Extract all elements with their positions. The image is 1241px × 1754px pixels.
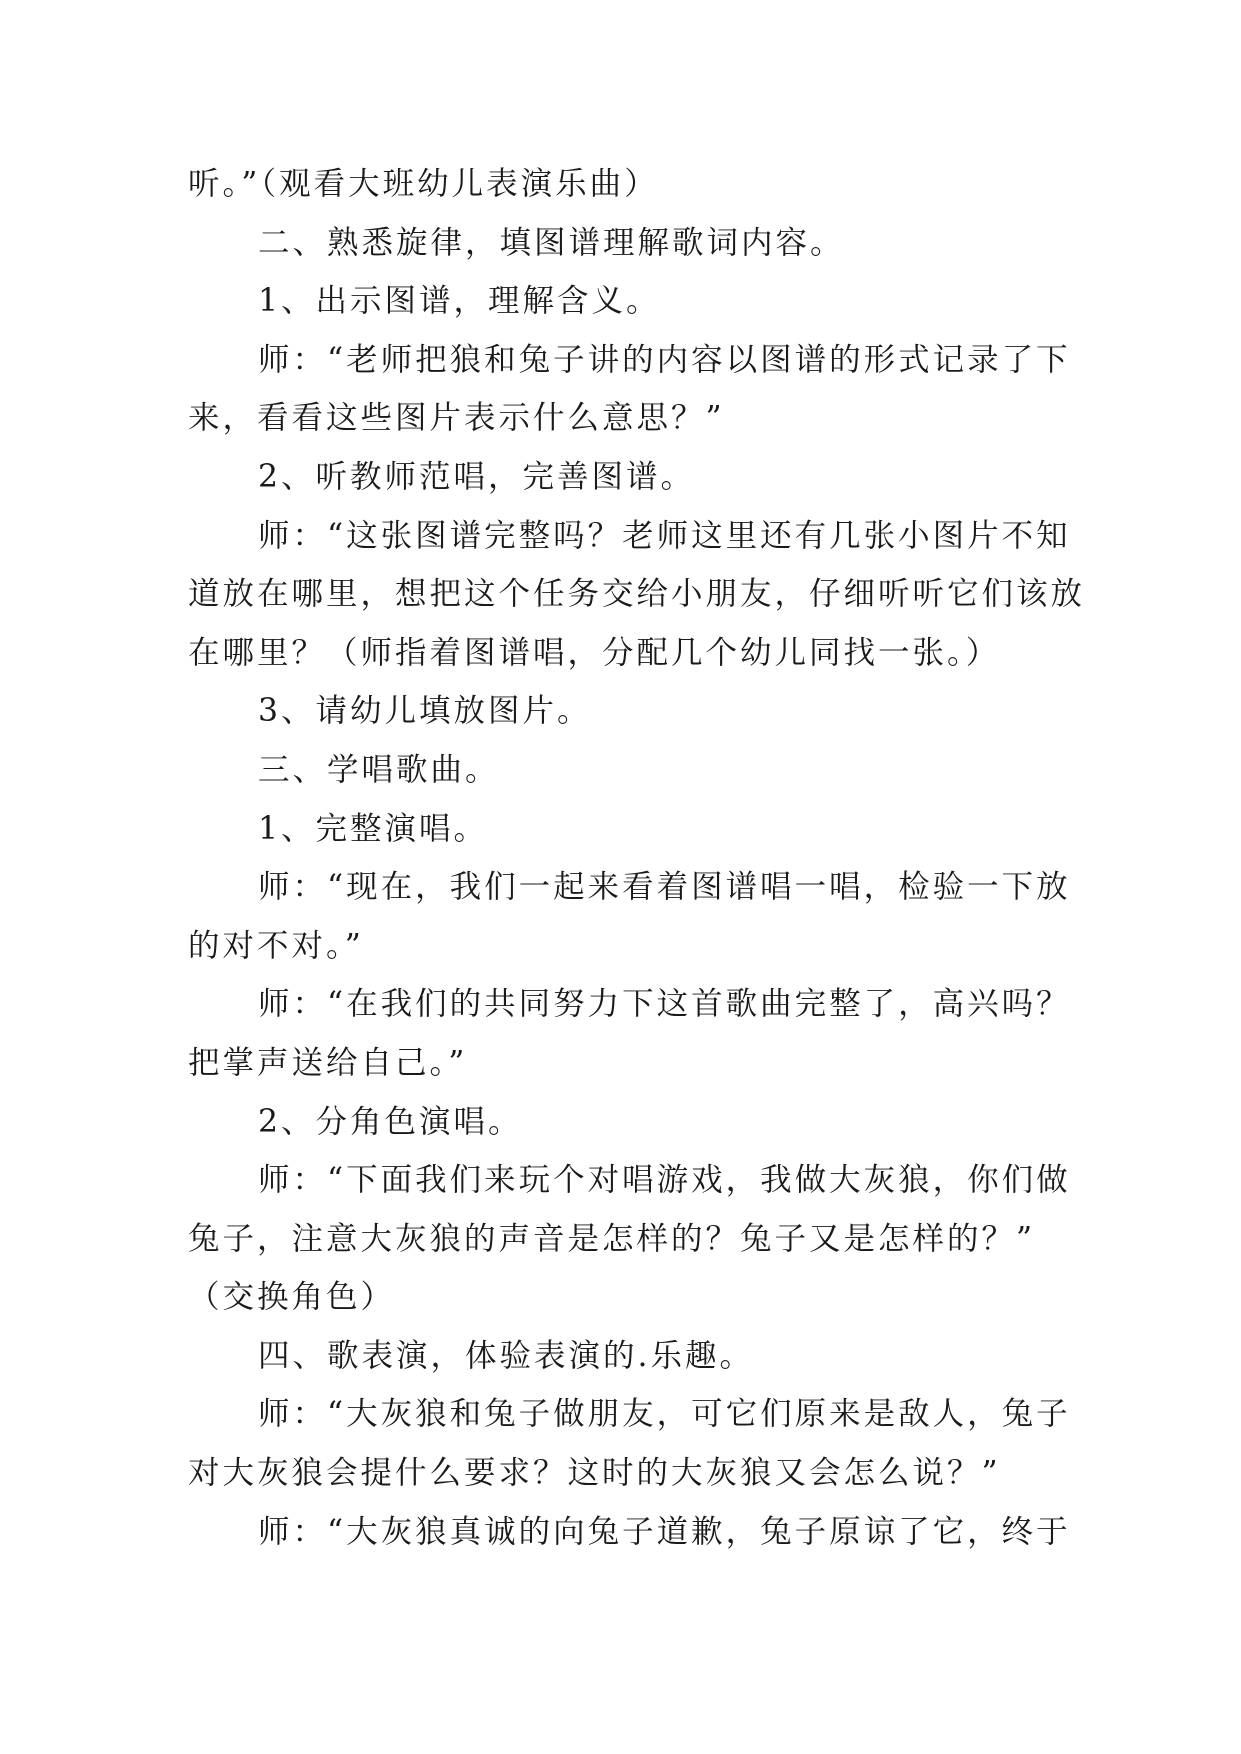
text-line: 把掌声送给自己。”	[188, 1044, 468, 1081]
text-line: 兔子，注意大灰狼的声音是怎样的？兔子又是怎样的？”	[188, 1220, 1036, 1257]
text-line: 师：“大灰狼和兔子做朋友，可它们原来是敌人，兔子	[258, 1396, 1071, 1433]
text-line: 2、分角色演唱。	[258, 1103, 523, 1140]
text-line: 1、出示图谱，理解含义。	[258, 283, 661, 320]
text-line: 的对不对。”	[188, 927, 364, 964]
text-line: 1、完整演唱。	[258, 810, 489, 847]
text-line: 师：“下面我们来玩个对唱游戏，我做大灰狼，你们做	[258, 1162, 1071, 1199]
body-text	[188, 155, 1086, 1561]
text-line: 听。”（观看大班幼儿表演乐曲）	[188, 166, 659, 202]
text-line: 师：“这张图谱完整吗？老师这里还有几张小图片不知	[258, 517, 1071, 554]
text-line: 对大灰狼会提什么要求？这时的大灰狼又会怎么说？”	[188, 1455, 1001, 1492]
text-line: 师：“现在，我们一起来看着图谱唱一唱，检验一下放	[258, 869, 1071, 906]
text-line: 三、学唱歌曲。	[258, 751, 500, 788]
text-line: 四、歌表演，体验表演的.乐趣。	[258, 1337, 755, 1374]
text-line: 2、听教师范唱，完善图谱。	[258, 458, 696, 495]
text-line: 在哪里？（师指着图谱唱，分配几个幼儿同找一张。）	[188, 634, 1001, 671]
text-line: 师：“大灰狼真诚的向兔子道歉，兔子原谅了它，终于	[258, 1513, 1071, 1550]
text-line: 道放在哪里，想把这个任务交给小朋友，仔细听听它们该放	[188, 576, 1086, 613]
text-line: （交换角色）	[188, 1279, 396, 1316]
text-line: 二、熟悉旋律，填图谱理解歌词内容。	[258, 224, 845, 261]
text-line: 3、请幼儿填放图片。	[258, 693, 592, 730]
text-line: 来，看看这些图片表示什么意思？”	[188, 400, 725, 437]
text-line: 师：“在我们的共同努力下这首歌曲完整了，高兴吗？	[258, 986, 1071, 1023]
text-line: 师：“老师把狼和兔子讲的内容以图谱的形式记录了下	[258, 341, 1071, 378]
